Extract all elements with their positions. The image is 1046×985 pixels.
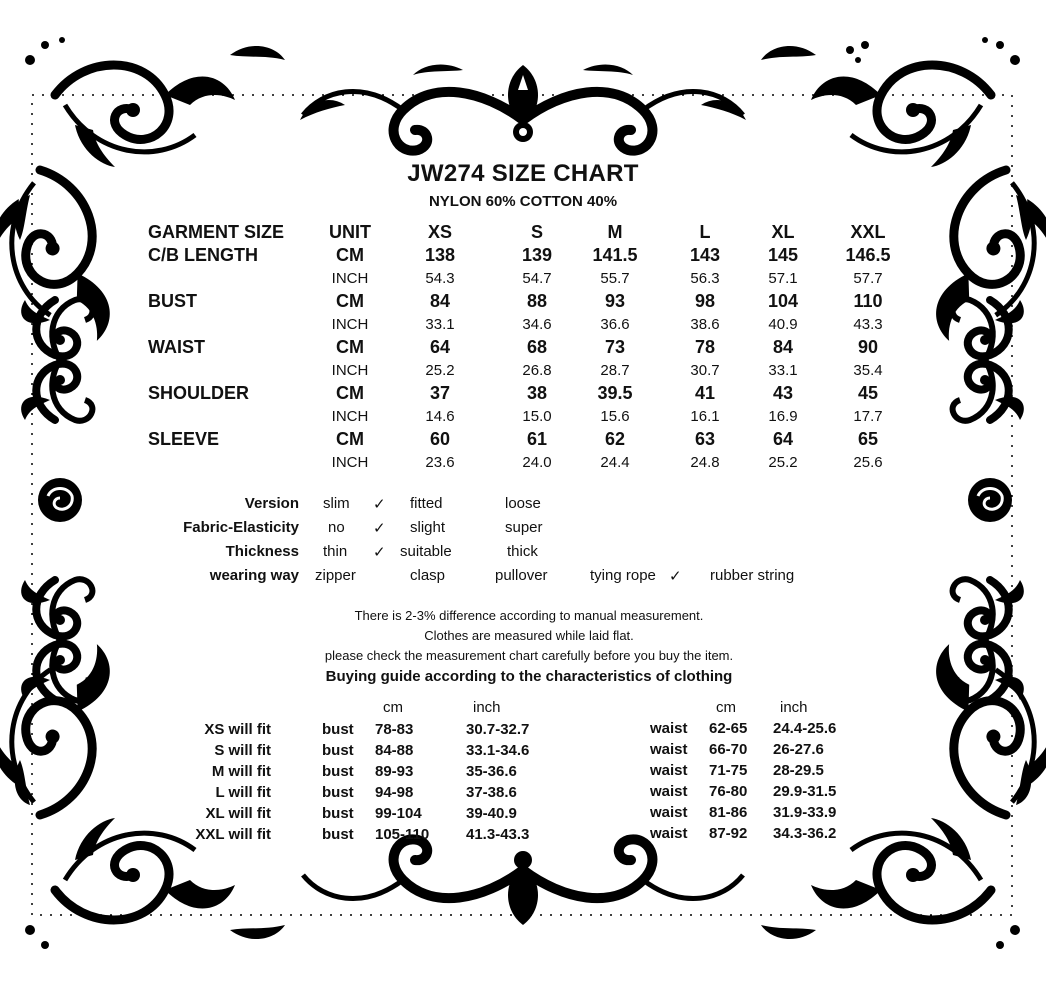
guide-waist-inch: 26-27.6 — [773, 741, 824, 758]
guide-part-bust: bust — [322, 784, 354, 801]
guide-bust-cm: 78-83 — [375, 721, 414, 738]
inch-value: 24.4 — [600, 454, 630, 471]
guide-waist-cm: 81-86 — [709, 804, 748, 821]
note-check-chart: please check the measurement chart carefully before you buy the item. — [324, 648, 734, 663]
guide-bust-cm: 94-98 — [375, 784, 414, 801]
option-version: slim — [323, 495, 350, 512]
guide-waist-inch: 29.9-31.5 — [773, 783, 837, 800]
inch-value: 17.7 — [853, 408, 883, 425]
inch-value: 56.3 — [690, 270, 720, 287]
guide-bust-cm: 105-110 — [375, 826, 430, 843]
buying-guide-title: Buying guide according to the characteristics of clothing — [325, 668, 733, 685]
guide-bust-inch: 39-40.9 — [466, 805, 517, 822]
inch-value: 23.6 — [425, 454, 455, 471]
cm-value: 93 — [604, 291, 626, 311]
cm-value: 61 — [526, 429, 548, 449]
guide-fit: S will fit — [214, 742, 271, 759]
cm-value: 68 — [526, 337, 548, 357]
cm-value: 104 — [767, 291, 799, 311]
header-7: XXL — [850, 222, 886, 242]
unit-cm: CM — [336, 245, 364, 265]
cm-value: 37 — [429, 383, 451, 403]
cm-value: 43 — [772, 383, 794, 403]
guide-part-bust: bust — [322, 721, 354, 738]
guide-part-waist: waist — [650, 825, 688, 842]
inch-value: 24.0 — [522, 454, 552, 471]
inch-value: 36.6 — [600, 316, 630, 333]
guide-bust-cm: 84-88 — [375, 742, 414, 759]
guide-bust-cm: 99-104 — [375, 805, 422, 822]
guide-waist-cm: 66-70 — [709, 741, 748, 758]
inch-value: 38.6 — [690, 316, 720, 333]
unit-cm-right: cm — [716, 699, 736, 716]
cm-value: 141.5 — [592, 245, 638, 265]
cm-value: 139 — [521, 245, 553, 265]
guide-bust-cm: 89-93 — [375, 763, 414, 780]
attribute-label-elasticity: Fabric-Elasticity — [183, 519, 299, 536]
guide-part-bust: bust — [322, 763, 354, 780]
header-3: S — [530, 222, 543, 242]
inch-value: 16.9 — [768, 408, 798, 425]
option-wearing: clasp — [410, 567, 446, 584]
cm-value: 98 — [694, 291, 716, 311]
inch-value: 25.2 — [768, 454, 798, 471]
row-label: C/B LENGTH — [148, 245, 258, 265]
inch-value: 33.1 — [768, 362, 798, 379]
guide-bust-inch: 30.7-32.7 — [466, 721, 530, 738]
guide-waist-inch: 34.3-36.2 — [773, 825, 837, 842]
guide-part-waist: waist — [650, 783, 688, 800]
cm-value: 45 — [857, 383, 879, 403]
inch-value: 24.8 — [690, 454, 720, 471]
option-thickness: thick — [507, 543, 538, 560]
inch-value: 16.1 — [690, 408, 720, 425]
inch-value: 54.3 — [425, 270, 455, 287]
unit-cm: CM — [336, 429, 364, 449]
option-elasticity: slight — [410, 519, 446, 536]
cm-value: 39.5 — [597, 383, 633, 403]
unit-cm: CM — [336, 291, 364, 311]
cm-value: 146.5 — [845, 245, 891, 265]
checkmark-icon: ✓ — [373, 544, 386, 561]
row-label: SHOULDER — [148, 383, 250, 403]
inch-value: 25.2 — [425, 362, 455, 379]
inch-value: 55.7 — [600, 270, 630, 287]
cm-value: 41 — [694, 383, 716, 403]
unit-cm-left: cm — [383, 699, 403, 716]
guide-part-bust: bust — [322, 805, 354, 822]
cm-value: 65 — [857, 429, 879, 449]
option-version: loose — [505, 495, 541, 512]
guide-fit: XXL will fit — [195, 826, 271, 843]
header-0: GARMENT SIZE — [148, 222, 285, 242]
inch-value: 33.1 — [425, 316, 455, 333]
option-elasticity: super — [505, 519, 543, 536]
unit-inch: INCH — [331, 362, 369, 379]
attribute-label-wearing: wearing way — [209, 567, 299, 584]
header-4: M — [607, 222, 623, 242]
inch-value: 40.9 — [768, 316, 798, 333]
cm-value: 84 — [429, 291, 451, 311]
inch-value: 35.4 — [853, 362, 883, 379]
guide-fit: L will fit — [215, 784, 271, 801]
guide-part-waist: waist — [650, 804, 688, 821]
guide-bust-inch: 41.3-43.3 — [466, 826, 530, 843]
inch-value: 34.6 — [522, 316, 552, 333]
guide-waist-cm: 76-80 — [709, 783, 748, 800]
cm-value: 60 — [429, 429, 451, 449]
unit-inch-left: inch — [473, 699, 501, 716]
cm-value: 138 — [424, 245, 456, 265]
inch-value: 26.8 — [522, 362, 552, 379]
row-label: WAIST — [148, 337, 205, 357]
option-thickness: thin — [323, 543, 348, 560]
cm-value: 90 — [857, 337, 879, 357]
guide-bust-inch: 37-38.6 — [466, 784, 517, 801]
guide-part-bust: bust — [322, 742, 354, 759]
guide-fit: XS will fit — [204, 721, 271, 738]
unit-inch: INCH — [331, 408, 369, 425]
inch-value: 57.1 — [768, 270, 798, 287]
guide-waist-cm: 62-65 — [709, 720, 748, 737]
unit-inch-right: inch — [780, 699, 808, 716]
unit-inch: INCH — [331, 270, 369, 287]
option-wearing: pullover — [495, 567, 548, 584]
inch-value: 54.7 — [522, 270, 552, 287]
cm-value: 73 — [604, 337, 626, 357]
checkmark-icon: ✓ — [669, 568, 682, 585]
cm-value: 64 — [772, 429, 794, 449]
cm-value: 63 — [694, 429, 716, 449]
unit-inch: INCH — [331, 454, 369, 471]
cm-value: 143 — [689, 245, 721, 265]
cm-value: 84 — [772, 337, 794, 357]
checkmark-icon: ✓ — [373, 496, 386, 513]
cm-value: 78 — [694, 337, 716, 357]
inch-value: 15.6 — [600, 408, 630, 425]
note-laid-flat: Clothes are measured while laid flat. — [424, 628, 634, 643]
guide-fit: XL will fit — [205, 805, 271, 822]
note-measurement-difference: There is 2-3% difference according to manual measurement. — [354, 608, 704, 623]
guide-part-waist: waist — [650, 741, 688, 758]
option-wearing: tying rope — [590, 567, 656, 584]
row-label: SLEEVE — [148, 429, 220, 449]
attribute-label-thickness: Thickness — [225, 543, 299, 560]
attribute-label-version: Version — [244, 495, 299, 512]
header-6: XL — [771, 222, 795, 242]
cm-value: 145 — [767, 245, 799, 265]
header-1: UNIT — [329, 222, 371, 242]
cm-value: 62 — [604, 429, 626, 449]
option-wearing: zipper — [315, 567, 356, 584]
inch-value: 15.0 — [522, 408, 552, 425]
guide-waist-cm: 71-75 — [709, 762, 748, 779]
inch-value: 28.7 — [600, 362, 630, 379]
guide-part-bust: bust — [322, 826, 354, 843]
checkmark-icon: ✓ — [373, 520, 386, 537]
inch-value: 25.6 — [853, 454, 883, 471]
chart-title: JW274 SIZE CHART — [407, 160, 639, 187]
guide-waist-inch: 31.9-33.9 — [773, 804, 837, 821]
row-label: BUST — [148, 291, 197, 311]
guide-part-waist: waist — [650, 720, 688, 737]
guide-fit: M will fit — [211, 763, 271, 780]
unit-inch: INCH — [331, 316, 369, 333]
guide-waist-cm: 87-92 — [709, 825, 748, 842]
option-elasticity: no — [328, 519, 345, 536]
unit-cm: CM — [336, 337, 364, 357]
guide-part-waist: waist — [650, 762, 688, 779]
material-composition: NYLON 60% COTTON 40% — [428, 193, 618, 210]
inch-value: 30.7 — [690, 362, 720, 379]
guide-bust-inch: 33.1-34.6 — [466, 742, 530, 759]
guide-waist-inch: 28-29.5 — [773, 762, 824, 779]
cm-value: 88 — [526, 291, 548, 311]
header-2: XS — [427, 222, 452, 242]
cm-value: 38 — [526, 383, 548, 403]
guide-bust-inch: 35-36.6 — [466, 763, 517, 780]
option-wearing: rubber string — [710, 567, 795, 584]
inch-value: 14.6 — [425, 408, 455, 425]
header-5: L — [699, 222, 711, 242]
cm-value: 64 — [429, 337, 451, 357]
option-thickness: suitable — [400, 543, 452, 560]
inch-value: 43.3 — [853, 316, 883, 333]
unit-cm: CM — [336, 383, 364, 403]
inch-value: 57.7 — [853, 270, 883, 287]
cm-value: 110 — [853, 291, 883, 311]
guide-waist-inch: 24.4-25.6 — [773, 720, 837, 737]
option-version: fitted — [410, 495, 443, 512]
